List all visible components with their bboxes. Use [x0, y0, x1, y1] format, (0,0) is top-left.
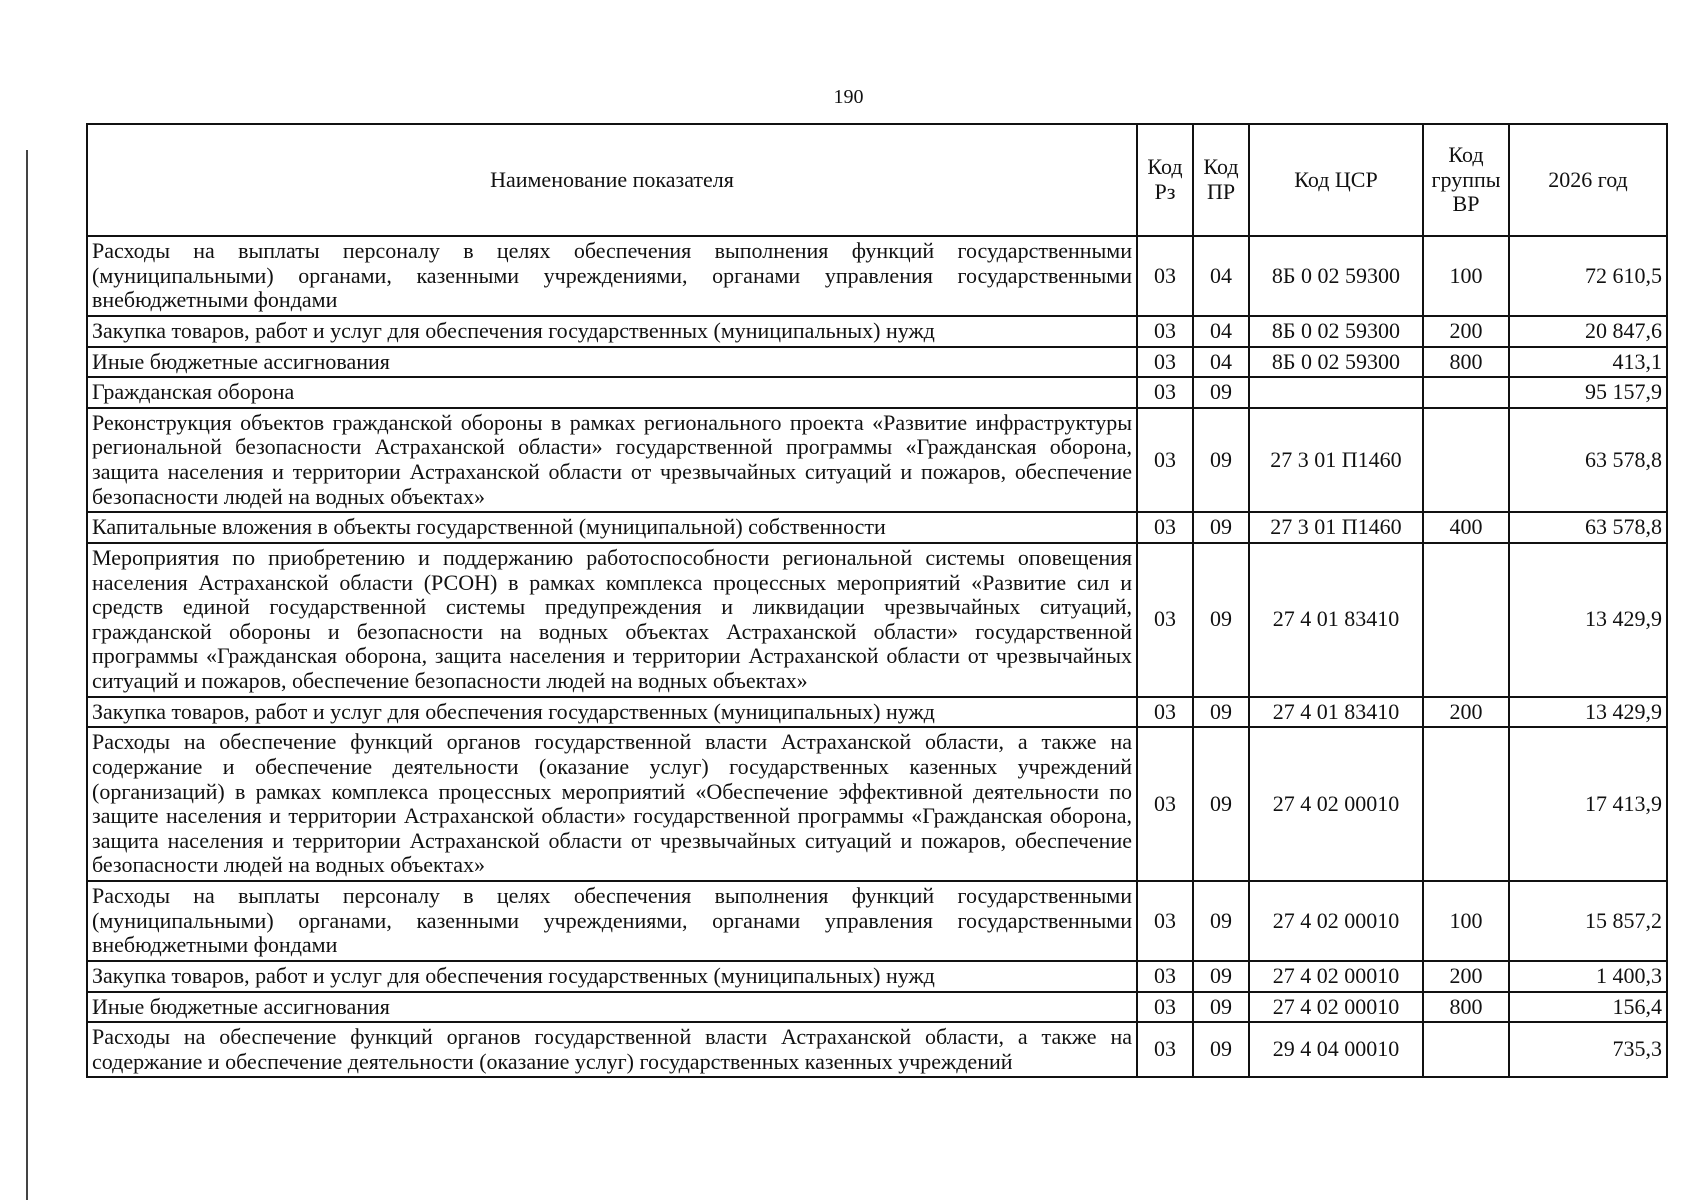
header-rz: Код Рз: [1137, 124, 1193, 236]
budget-table: [86, 123, 1668, 1078]
row-vr-cell: 100: [1423, 881, 1509, 961]
table-row: [87, 1022, 1667, 1077]
row-name-cell: Реконструкция объектов гражданской обороны в рамках регионального проекта «Развитие инфраструктуры региональной безопасности Астраханской области» государственной программы «Гражданская оборона, защита населения и территории Астраханской области от чрезвычайных ситуаций и пожаров, обеспечение безопасности людей на водных объектах»: [87, 408, 1137, 513]
row-value-cell: 156,4: [1509, 992, 1667, 1023]
table-row: [87, 236, 1667, 316]
row-value-cell: 63 578,8: [1509, 512, 1667, 543]
row-value-cell: 1 400,3: [1509, 961, 1667, 992]
page-number: 190: [833, 86, 864, 108]
table-header-row: [87, 124, 1667, 236]
row-csr-cell: 8Б 0 02 59300: [1249, 347, 1423, 378]
header-pr: Код ПР: [1193, 124, 1249, 236]
row-rz-cell: 03: [1137, 543, 1193, 697]
row-rz-cell: 03: [1137, 236, 1193, 316]
row-csr-cell: [1249, 377, 1423, 408]
row-rz-cell: 03: [1137, 727, 1193, 881]
row-vr-cell: 800: [1423, 347, 1509, 378]
row-value-cell: 13 429,9: [1509, 543, 1667, 697]
row-csr-cell: 27 3 01 П1460: [1249, 512, 1423, 543]
row-value-cell: 72 610,5: [1509, 236, 1667, 316]
row-csr-cell: 27 4 01 83410: [1249, 543, 1423, 697]
row-vr-cell: [1423, 543, 1509, 697]
row-pr-cell: 09: [1193, 543, 1249, 697]
row-pr-cell: 09: [1193, 992, 1249, 1023]
row-rz-cell: 03: [1137, 512, 1193, 543]
table-row: [87, 512, 1667, 543]
row-name-cell: Расходы на выплаты персоналу в целях обеспечения выполнения функций государственными (муниципальными) органами, казенными учреждениями, органами управления государственными внебюджетными фондами: [87, 881, 1137, 961]
row-rz-cell: 03: [1137, 1022, 1193, 1077]
row-csr-cell: 8Б 0 02 59300: [1249, 316, 1423, 347]
row-name-cell: Расходы на обеспечение функций органов государственной власти Астраханской области, а также на содержание и обеспечение деятельности (оказание услуг) государственных казенных учреждений: [87, 1022, 1137, 1077]
table-row: [87, 697, 1667, 728]
table-row: [87, 347, 1667, 378]
row-pr-cell: 09: [1193, 727, 1249, 881]
row-pr-cell: 04: [1193, 316, 1249, 347]
row-csr-cell: 29 4 04 00010: [1249, 1022, 1423, 1077]
row-pr-cell: 09: [1193, 408, 1249, 513]
row-name-cell: Расходы на выплаты персоналу в целях обеспечения выполнения функций государственными (муниципальными) органами, казенными учреждениями, органами управления государственными внебюджетными фондами: [87, 236, 1137, 316]
row-rz-cell: 03: [1137, 881, 1193, 961]
row-name-cell: Иные бюджетные ассигнования: [87, 347, 1137, 378]
table-row: [87, 727, 1667, 881]
row-name-cell: Закупка товаров, работ и услуг для обеспечения государственных (муниципальных) нужд: [87, 697, 1137, 728]
row-pr-cell: 04: [1193, 347, 1249, 378]
row-rz-cell: 03: [1137, 347, 1193, 378]
page-margin-rule: [26, 150, 28, 1200]
header-vr: Код группы ВР: [1423, 124, 1509, 236]
table-row: [87, 543, 1667, 697]
row-rz-cell: 03: [1137, 316, 1193, 347]
row-name-cell: Расходы на обеспечение функций органов государственной власти Астраханской области, а также на содержание и обеспечение деятельности (оказание услуг) государственных казенных учреждений (организаций) в рамках комплекса процессных мероприятий «Обеспечение эффективной деятельности по защите населения и территории Астраханской области» государственной программы «Гражданская оборона, защита населения и территории Астраханской области от чрезвычайных ситуаций и пожаров, обеспечение безопасности людей на водных объектах»: [87, 727, 1137, 881]
row-vr-cell: [1423, 377, 1509, 408]
row-name-cell: Иные бюджетные ассигнования: [87, 992, 1137, 1023]
header-year: 2026 год: [1509, 124, 1667, 236]
row-name-cell: Капитальные вложения в объекты государственной (муниципальной) собственности: [87, 512, 1137, 543]
row-rz-cell: 03: [1137, 377, 1193, 408]
row-value-cell: 17 413,9: [1509, 727, 1667, 881]
table-row: [87, 992, 1667, 1023]
row-csr-cell: 27 4 02 00010: [1249, 881, 1423, 961]
row-csr-cell: 27 4 02 00010: [1249, 992, 1423, 1023]
row-vr-cell: 400: [1423, 512, 1509, 543]
row-pr-cell: 09: [1193, 512, 1249, 543]
row-csr-cell: 27 4 02 00010: [1249, 961, 1423, 992]
row-pr-cell: 09: [1193, 377, 1249, 408]
row-name-cell: Закупка товаров, работ и услуг для обеспечения государственных (муниципальных) нужд: [87, 316, 1137, 347]
row-rz-cell: 03: [1137, 961, 1193, 992]
row-name-cell: Мероприятия по приобретению и поддержанию работоспособности региональной системы оповещения населения Астраханской области (РСОН) в рамках комплекса процессных мероприятий «Развитие сил и средств единой государственной системы предупреждения и ликвидации чрезвычайных ситуаций, гражданской обороны и безопасности на водных объектах Астраханской области» государственной программы «Гражданская оборона, защита населения и территории Астраханской области от чрезвычайных ситуаций и пожаров, обеспечение безопасности людей на водных объектах»: [87, 543, 1137, 697]
row-name-cell: Закупка товаров, работ и услуг для обеспечения государственных (муниципальных) нужд: [87, 961, 1137, 992]
row-value-cell: 735,3: [1509, 1022, 1667, 1077]
row-value-cell: 95 157,9: [1509, 377, 1667, 408]
row-csr-cell: 27 3 01 П1460: [1249, 408, 1423, 513]
header-csr: Код ЦСР: [1249, 124, 1423, 236]
row-csr-cell: 27 4 02 00010: [1249, 727, 1423, 881]
row-value-cell: 63 578,8: [1509, 408, 1667, 513]
row-pr-cell: 04: [1193, 236, 1249, 316]
row-csr-cell: 27 4 01 83410: [1249, 697, 1423, 728]
row-value-cell: 20 847,6: [1509, 316, 1667, 347]
row-pr-cell: 09: [1193, 1022, 1249, 1077]
row-value-cell: 15 857,2: [1509, 881, 1667, 961]
table-row: [87, 881, 1667, 961]
row-value-cell: 413,1: [1509, 347, 1667, 378]
row-vr-cell: [1423, 1022, 1509, 1077]
row-pr-cell: 09: [1193, 961, 1249, 992]
row-rz-cell: 03: [1137, 408, 1193, 513]
table-row: [87, 316, 1667, 347]
table-row: [87, 408, 1667, 513]
row-vr-cell: 100: [1423, 236, 1509, 316]
table-row: [87, 961, 1667, 992]
row-pr-cell: 09: [1193, 697, 1249, 728]
row-rz-cell: 03: [1137, 992, 1193, 1023]
row-vr-cell: 800: [1423, 992, 1509, 1023]
row-name-cell: Гражданская оборона: [87, 377, 1137, 408]
row-vr-cell: 200: [1423, 697, 1509, 728]
row-pr-cell: 09: [1193, 881, 1249, 961]
table-row: [87, 377, 1667, 408]
row-vr-cell: 200: [1423, 961, 1509, 992]
row-csr-cell: 8Б 0 02 59300: [1249, 236, 1423, 316]
header-name: Наименование показателя: [87, 124, 1137, 236]
row-value-cell: 13 429,9: [1509, 697, 1667, 728]
row-vr-cell: [1423, 727, 1509, 881]
row-rz-cell: 03: [1137, 697, 1193, 728]
row-vr-cell: [1423, 408, 1509, 513]
row-vr-cell: 200: [1423, 316, 1509, 347]
